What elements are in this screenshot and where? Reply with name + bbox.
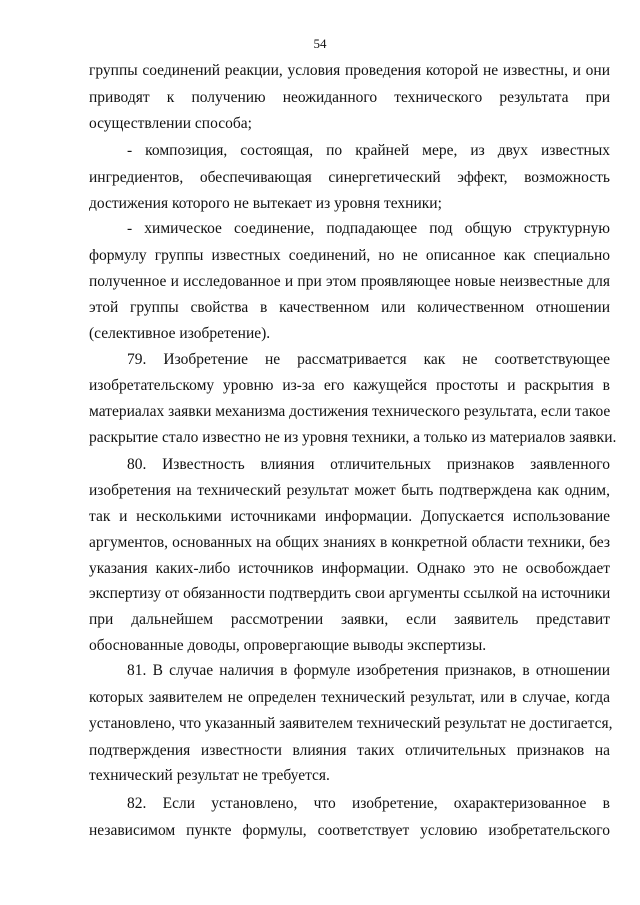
text-line: технический результат не требуется. xyxy=(89,767,330,784)
text-line: при дальнейшем рассмотрении заявки, если заявитель представит xyxy=(89,611,610,628)
text-line: - композиция, состоящая, по крайней мере, из двух известных xyxy=(127,142,610,159)
text-line: раскрытие стало известно не из уровня техники, а только из материалов заявки. xyxy=(89,429,617,446)
text-line: экспертизу от обязанности подтвердить свои аргументы ссылкой на источники xyxy=(89,585,611,602)
text-line: (селективное изобретение). xyxy=(89,325,271,342)
text-line: указания каких-либо источников информации. Однако это не освобождает xyxy=(89,560,610,577)
text-line: изобретательскому уровню из-за его кажущейся простоты и раскрытия в xyxy=(89,377,610,394)
page-number: 54 xyxy=(313,36,327,51)
text-line: изобретения на технический результат может быть подтверждена как одним, xyxy=(89,482,610,499)
text-line: 82. Если установлено, что изобретение, охарактеризованное в xyxy=(127,795,610,812)
text-line: группы соединений реакции, условия проведения которой не известны, и они xyxy=(89,62,610,79)
text-line: так и несколькими источниками информации. Допускается использование xyxy=(89,508,610,525)
text-line: 80. Известность влияния отличительных признаков заявленного xyxy=(127,456,610,473)
text-line: 81. В случае наличия в формуле изобретения признаков, в отношении xyxy=(127,662,610,679)
text-line: - химическое соединение, подпадающее под общую структурную xyxy=(127,220,610,237)
text-line: 79. Изобретение не рассматривается как не соответствующее xyxy=(127,351,610,368)
text-line: осуществлении способа; xyxy=(89,115,252,132)
text-line: формулу группы известных соединений, но не описанное как специально xyxy=(89,247,610,264)
text-line: аргументов, основанных на общих знаниях в конкретной области техники, без xyxy=(89,534,610,551)
text-line: достижения которого не вытекает из уровня техники; xyxy=(89,195,442,212)
text-line: ингредиентов, обеспечивающая синергетический эффект, возможность xyxy=(89,169,610,186)
text-line: приводят к получению неожиданного технического результата при xyxy=(89,89,610,106)
text-line: этой группы свойства в качественном или количественном отношении xyxy=(89,299,610,316)
text-line: независимом пункте формулы, соответствует условию изобретательского xyxy=(89,822,610,839)
text-line: обоснованные доводы, опровергающие выводы экспертизы. xyxy=(89,637,487,654)
text-line: которых заявителем не определен технический результат, или в случае, когда xyxy=(89,689,610,706)
text-line: материалах заявки механизма достижения технического результата, если такое xyxy=(89,403,611,420)
text-line: полученное и исследованное и при этом проявляющее новые неизвестные для xyxy=(89,273,610,290)
text-line: подтверждения известности влияния таких отличительных признаков на xyxy=(89,742,610,759)
text-line: установлено, что указанный заявителем технический результат не достигается, xyxy=(89,715,613,732)
